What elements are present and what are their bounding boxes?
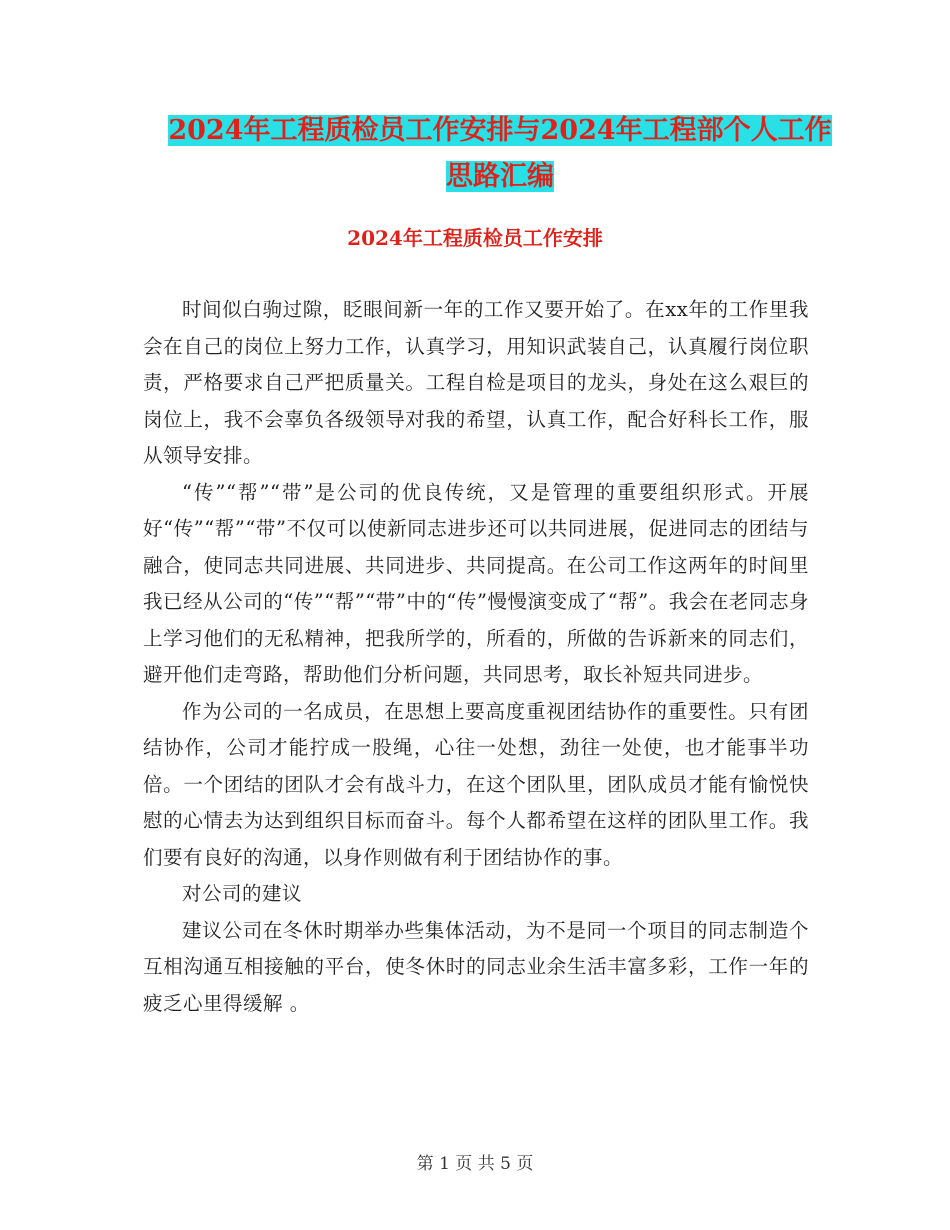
paragraph-teamwork: 作为公司的一名成员，在思想上要高度重视团结协作的重要性。只有团结协作，公司才能拧成一股绳，心往一处想，劲往一处使，也才能事半功倍。一个团结的团队才会有战斗力，在这个团队里，团队成员才能有愉悦快慰的心情去为达到组织目标而奋斗。每个人都希望在这样的团队里工作。我们要有良好的沟通，以身作则做有利于团结协作的事。 [143, 699, 809, 869]
document-body [143, 292, 809, 1022]
document-title-line-1: 2024年工程质检员工作安排与2024年工程部个人工作 [168, 115, 832, 146]
paragraph-suggestion: 建议公司在冬休时期举办些集体活动，为不是同一个项目的同志制造个互相沟通互相接触的平台，使冬休时的同志业余生活丰富多彩，工作一年的疲乏心里得缓解 。 [143, 918, 809, 1015]
paragraph-mentoring: “传”“帮”“带”是公司的优良传统，又是管理的重要组织形式。开展好“传”“帮”“带”不仅可以使新同志进步还可以共同进展，促进同志的团结与融合，使同志共同进展、共同进步、共同提高。在公司工作这两年的时间里我已经从公司的“传”“帮”“带”中的“传”慢慢演变成了“帮”。我会在老同志身上学习他们的无私精神，把我所学的，所看的，所做的告诉新来的同志们，避开他们走弯路，帮助他们分析问题，共同思考，取长补短共同进步。 [143, 480, 809, 686]
document-title [150, 108, 850, 200]
paragraph-intro: 时间似白驹过隙，眨眼间新一年的工作又要开始了。在xx年的工作里我会在自己的岗位上努力工作，认真学习，用知识武装自己，认真履行岗位职责，严格要求自己严把质量关。工程自检是项目的龙头，身处在这么艰巨的岗位上，我不会辜负各级领导对我的希望，认真工作，配合好科长工作，服从领导安排。 [143, 298, 809, 467]
paragraph-suggestion-heading: 对公司的建议 [182, 882, 303, 905]
page-number-label: 第 1 页 共 5 页 [416, 1154, 534, 1174]
document-title-line-2: 思路汇编 [446, 161, 554, 192]
section-title: 2024年工程质检员工作安排 [347, 226, 603, 250]
page-footer [0, 1152, 950, 1176]
